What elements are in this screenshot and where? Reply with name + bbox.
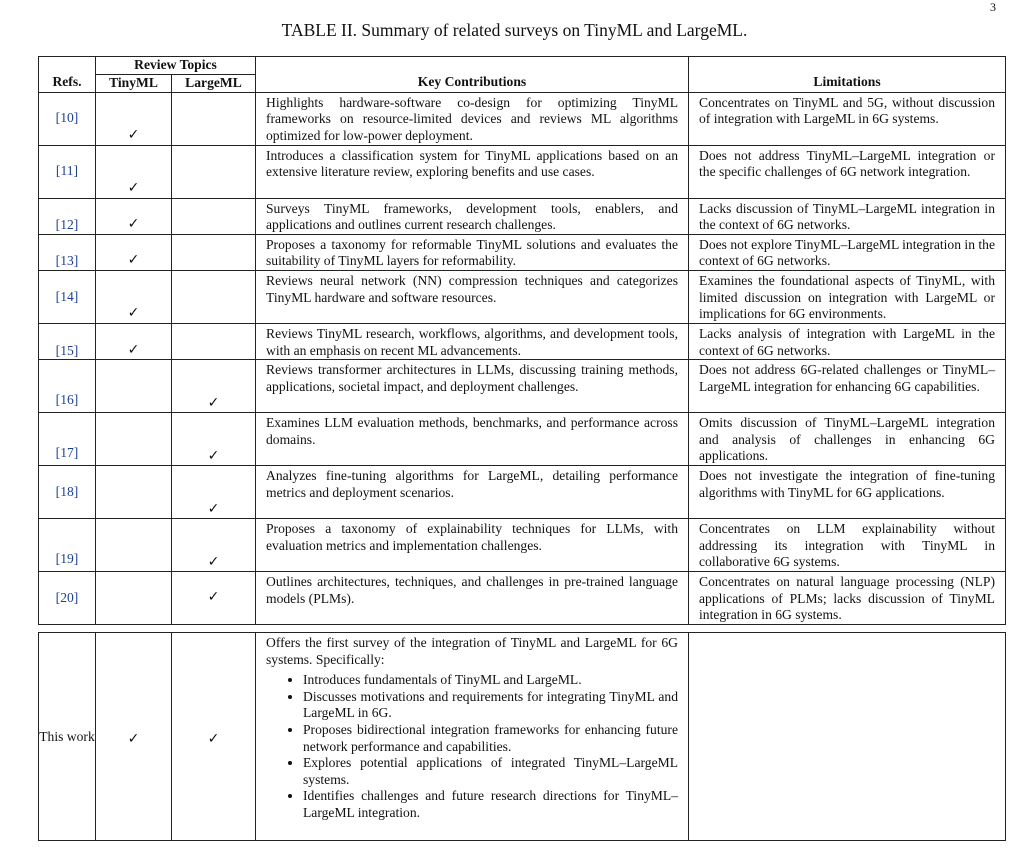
largeml-check	[172, 270, 256, 323]
ref-link[interactable]: [15]	[39, 323, 96, 359]
this-work-intro: Offers the first survey of the integration of TinyML and LargeML for 6G systems. Specifically:	[266, 635, 678, 667]
tinyml-check: ✓	[96, 198, 172, 234]
contribution-bullet-list	[266, 672, 678, 821]
ref-link[interactable]: [12]	[39, 198, 96, 234]
table-row	[39, 234, 1006, 270]
header-largeml: LargeML	[172, 74, 256, 92]
limitation: Does not address 6G-related challenges or TinyML–LargeML integration for enhancing 6G capabilities.	[689, 360, 1006, 413]
largeml-check: ✓	[172, 466, 256, 519]
ref-link[interactable]: [17]	[39, 413, 96, 466]
header-key-contributions: Key Contributions	[256, 57, 689, 93]
ref-link[interactable]: [20]	[39, 572, 96, 625]
limitation: Concentrates on LLM explainability without addressing its integration with TinyML in collaborative 6G systems.	[689, 519, 1006, 572]
list-item: • Proposes bidirectional integration frameworks for enhancing future network performance and capabilities.	[303, 722, 678, 755]
table-row	[39, 413, 1006, 466]
ref-link[interactable]: [14]	[39, 270, 96, 323]
table-row	[39, 519, 1006, 572]
ref-link[interactable]: [18]	[39, 466, 96, 519]
table-row	[39, 198, 1006, 234]
limitation: Does not explore TinyML–LargeML integration in the context of 6G networks.	[689, 234, 1006, 270]
tinyml-check: ✓	[96, 270, 172, 323]
limitation: Does not investigate the integration of fine-tuning algorithms with TinyML for 6G applications.	[689, 466, 1006, 519]
limitation: Concentrates on natural language processing (NLP) applications of PLMs; lacks discussion of TinyML integration in 6G systems.	[689, 572, 1006, 625]
tinyml-check: ✓	[96, 633, 172, 841]
table-row	[39, 92, 1006, 145]
table-row	[39, 360, 1006, 413]
largeml-check	[172, 92, 256, 145]
largeml-check	[172, 234, 256, 270]
limitation: Examines the foundational aspects of TinyML, with limited discussion on integration with LargeML or implications for 6G environments.	[689, 270, 1006, 323]
largeml-check: ✓	[172, 360, 256, 413]
tinyml-check: ✓	[96, 145, 172, 198]
largeml-check: ✓	[172, 633, 256, 841]
tinyml-check	[96, 466, 172, 519]
limitation: Omits discussion of TinyML–LargeML integration and analysis of challenges in enhancing 6G applications.	[689, 413, 1006, 466]
key-contribution: Highlights hardware-software co-design for optimizing TinyML frameworks on resource-limited devices and reviews ML algorithms optimized for low-power deployment.	[256, 92, 689, 145]
ref-link[interactable]: [19]	[39, 519, 96, 572]
this-work-table	[38, 632, 1006, 841]
tinyml-check: ✓	[96, 92, 172, 145]
this-work-contribution	[256, 633, 689, 841]
list-item: • Identifies challenges and future research directions for TinyML–LargeML integration.	[303, 788, 678, 821]
largeml-check: ✓	[172, 572, 256, 625]
tinyml-check: ✓	[96, 323, 172, 359]
survey-table	[38, 56, 1006, 625]
list-item: • Explores potential applications of integrated TinyML–LargeML systems.	[303, 755, 678, 788]
key-contribution: Proposes a taxonomy for reformable TinyML solutions and evaluates the suitability of TinyML layers for reformability.	[256, 234, 689, 270]
key-contribution: Reviews neural network (NN) compression techniques and categorizes TinyML hardware and software resources.	[256, 270, 689, 323]
table-caption: TABLE II. Summary of related surveys on TinyML and LargeML.	[281, 20, 748, 40]
tinyml-check: ✓	[96, 234, 172, 270]
this-work-row	[39, 633, 1006, 841]
limitation: Lacks analysis of integration with LargeML in the context of 6G networks.	[689, 323, 1006, 359]
header-refs: Refs.	[39, 57, 96, 93]
tinyml-check	[96, 572, 172, 625]
this-work-label: This work	[39, 633, 96, 841]
tinyml-check	[96, 519, 172, 572]
ref-link[interactable]: [16]	[39, 360, 96, 413]
page-number: 3	[990, 0, 996, 14]
ref-link[interactable]: [10]	[39, 92, 96, 145]
limitation: Lacks discussion of TinyML–LargeML integration in the context of 6G networks.	[689, 198, 1006, 234]
limitation: Does not address TinyML–LargeML integration or the specific challenges of 6G network integration.	[689, 145, 1006, 198]
key-contribution: Proposes a taxonomy of explainability techniques for LLMs, with evaluation metrics and implementation challenges.	[256, 519, 689, 572]
key-contribution: Examines LLM evaluation methods, benchmarks, and performance across domains.	[256, 413, 689, 466]
list-item: • Discusses motivations and requirements for integrating TinyML and LargeML in 6G.	[303, 689, 678, 722]
tinyml-check	[96, 413, 172, 466]
header-tinyml: TinyML	[96, 74, 172, 92]
ref-link[interactable]: [11]	[39, 145, 96, 198]
table-row	[39, 466, 1006, 519]
list-item: • Introduces fundamentals of TinyML and LargeML.	[303, 672, 678, 689]
table-row	[39, 145, 1006, 198]
largeml-check	[172, 323, 256, 359]
key-contribution: Introduces a classification system for TinyML applications based on an extensive literature review, exploring benefits and use cases.	[256, 145, 689, 198]
ref-link[interactable]: [13]	[39, 234, 96, 270]
header-review-topics: Review Topics	[96, 57, 256, 75]
key-contribution: Reviews TinyML research, workflows, algorithms, and development tools, with an emphasis on recent ML advancements.	[256, 323, 689, 359]
this-work-limitation	[689, 633, 1006, 841]
key-contribution: Outlines architectures, techniques, and challenges in pre-trained language models (PLMs).	[256, 572, 689, 625]
key-contribution: Surveys TinyML frameworks, development tools, enablers, and applications and outlines current research challenges.	[256, 198, 689, 234]
table-row	[39, 323, 1006, 359]
key-contribution: Reviews transformer architectures in LLMs, discussing training methods, applications, societal impact, and deployment challenges.	[256, 360, 689, 413]
limitation: Concentrates on TinyML and 5G, without discussion of integration with LargeML in 6G systems.	[689, 92, 1006, 145]
tinyml-check	[96, 360, 172, 413]
key-contribution: Analyzes fine-tuning algorithms for LargeML, detailing performance metrics and deployment scenarios.	[256, 466, 689, 519]
largeml-check	[172, 145, 256, 198]
largeml-check: ✓	[172, 413, 256, 466]
largeml-check: ✓	[172, 519, 256, 572]
table-row	[39, 572, 1006, 625]
header-limitations: Limitations	[689, 57, 1006, 93]
largeml-check	[172, 198, 256, 234]
table-row	[39, 270, 1006, 323]
